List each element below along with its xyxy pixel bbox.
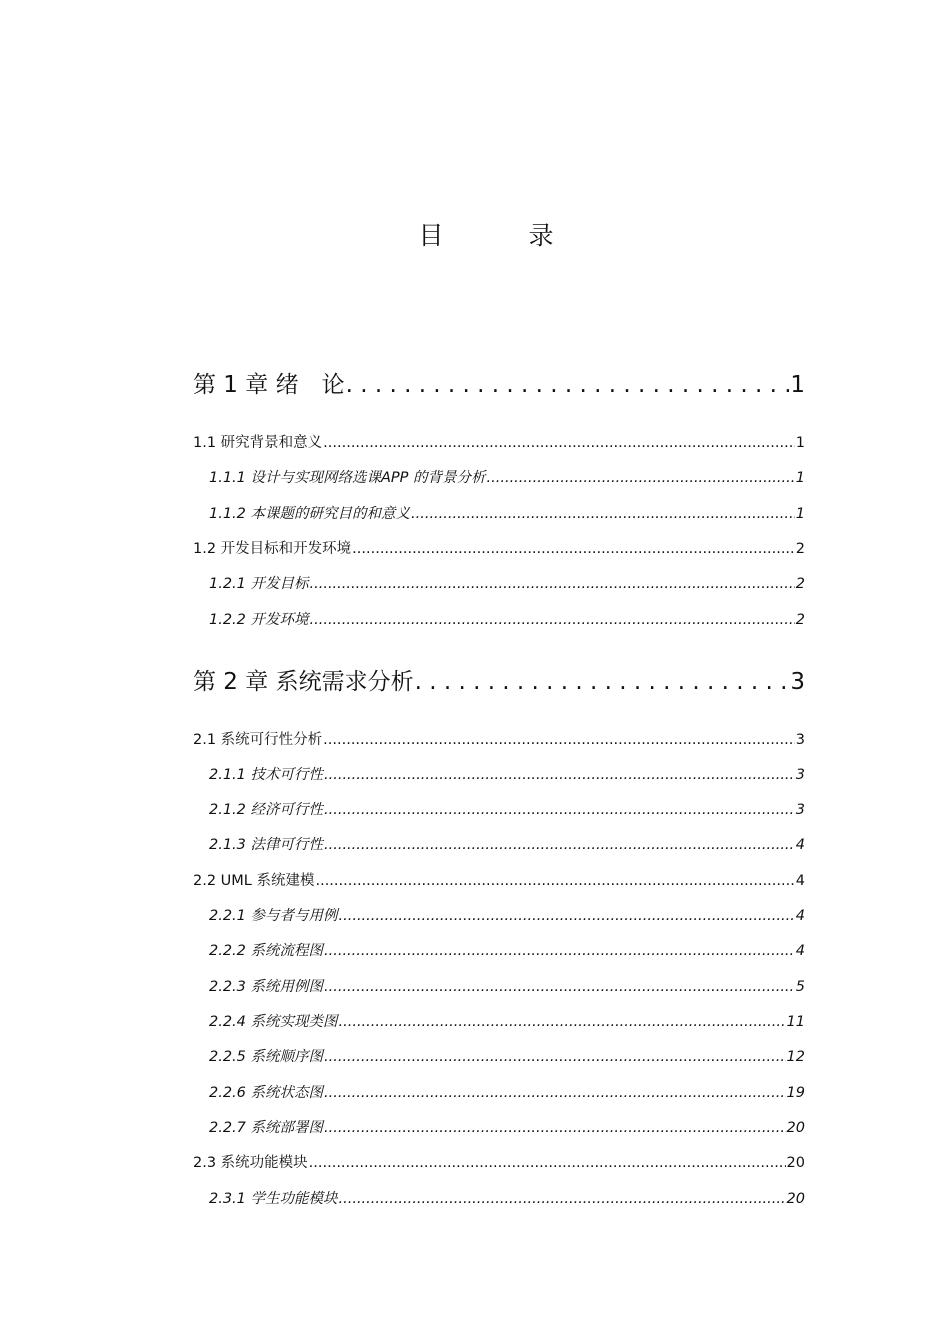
toc-entry-page-number: 20 [786,1191,805,1207]
dot-leader [324,1049,786,1065]
toc-entry-subsection[interactable] [209,1187,805,1209]
toc-entry-page-number: 20 [786,1120,805,1136]
toc-entry-subsection[interactable] [209,466,805,488]
toc-entry-subsection[interactable] [209,975,805,997]
toc-entry-subsection[interactable] [209,608,805,630]
toc-entry-label: 2.2.2 系统流程图 [209,943,324,959]
toc-entry-label: 2.1.2 经济可行性 [209,802,324,818]
dot-leader [309,1155,786,1171]
dot-leader [324,1120,786,1136]
dot-leader [324,979,795,995]
toc-entry-label: 1.1.2 本课题的研究目的和意义 [209,506,411,522]
dot-leader [323,435,795,451]
toc-entry-page-number: 1 [795,435,805,451]
toc-entry-page-number: 4 [795,837,805,853]
toc-entry-label: 2.2.1 参与者与用例 [209,908,338,924]
toc-entry-section[interactable] [193,1151,805,1173]
toc-entry-page-number: 2 [795,576,805,592]
toc-entry-label: 第 2 章 系统需求分析 [193,669,414,695]
toc-entry-label: 2.2.7 系统部署图 [209,1120,324,1136]
dot-leader [339,908,795,924]
dot-leader [315,873,794,889]
toc-entry-section[interactable] [193,431,805,453]
dot-leader [324,1085,786,1101]
toc-entry-page-number: 3 [790,669,805,695]
dot-leader [310,612,795,628]
toc-entry-page-number: 20 [786,1155,805,1171]
toc-title: 目 录 [418,221,584,250]
toc-entry-page-number: 1 [790,372,805,398]
toc-entry-page-number: 5 [795,979,805,995]
toc-entry-label: 1.2.1 开发目标 [209,576,309,592]
toc-entry-label: 2.2.4 系统实现类图 [209,1014,338,1030]
toc-entry-label: 2.1.3 法律可行性 [209,837,324,853]
toc-entry-page-number: 1 [795,506,805,522]
toc-entry-page-number: 3 [795,767,805,783]
toc-entry-label: 1.2 开发目标和开发环境 [193,541,352,557]
toc-entry-subsection[interactable] [209,904,805,926]
toc-entry-page-number: 4 [795,908,805,924]
dot-leader [324,837,795,853]
toc-entry-subsection[interactable] [209,572,805,594]
dot-leader [324,802,795,818]
toc-entry-chapter[interactable] [193,663,805,695]
toc-entry-page-number: 2 [795,541,805,557]
toc-entry-section[interactable] [193,728,805,750]
dot-leader [352,541,795,557]
toc-entry-section[interactable] [193,869,805,891]
toc-entry-label: 2.2.3 系统用例图 [209,979,324,995]
dot-leader [324,943,795,959]
toc-entry-label: 1.2.2 开发环境 [209,612,309,628]
toc-entry-label: 1.1.1 设计与实现网络选课APP 的背景分析 [209,470,486,486]
toc-entry-label: 1.1 研究背景和意义 [193,435,323,451]
dot-leader [339,1014,786,1030]
toc-entry-label: 2.3.1 学生功能模块 [209,1191,338,1207]
toc-entry-label: 2.2 UML 系统建模 [193,873,315,889]
toc-entry-subsection[interactable] [209,502,805,524]
dot-leader [346,372,790,398]
dot-leader [411,506,795,522]
toc-entry-page-number: 3 [795,732,805,748]
toc-entry-page-number: 1 [795,470,805,486]
dot-leader [487,470,795,486]
dot-leader [324,767,795,783]
toc-entry-subsection[interactable] [209,1045,805,1067]
dot-leader [323,732,795,748]
toc-entry-page-number: 19 [786,1085,805,1101]
toc-entry-subsection[interactable] [209,1010,805,1032]
toc-entry-page-number: 4 [795,873,805,889]
toc-entry-subsection[interactable] [209,939,805,961]
toc-entry-subsection[interactable] [209,833,805,855]
toc-entry-page-number: 3 [795,802,805,818]
toc-entry-subsection[interactable] [209,763,805,785]
toc-entry-chapter[interactable] [193,366,805,398]
dot-leader [415,669,790,695]
toc-entry-label: 2.3 系统功能模块 [193,1155,308,1171]
toc-entry-subsection[interactable] [209,798,805,820]
dot-leader [310,576,795,592]
dot-leader [339,1191,786,1207]
toc-entry-label: 2.2.6 系统状态图 [209,1085,324,1101]
toc-entry-section[interactable] [193,537,805,559]
toc-entry-label: 2.1.1 技术可行性 [209,767,324,783]
toc-entry-subsection[interactable] [209,1116,805,1138]
toc-entry-subsection[interactable] [209,1081,805,1103]
toc-entry-label: 2.2.5 系统顺序图 [209,1049,324,1065]
toc-entry-page-number: 11 [786,1014,805,1030]
toc-entry-label: 2.1 系统可行性分析 [193,732,323,748]
toc-entry-label: 第 1 章 绪 论 [193,372,345,398]
toc-entry-page-number: 2 [795,612,805,628]
toc-entry-page-number: 12 [786,1049,805,1065]
toc-entry-page-number: 4 [795,943,805,959]
